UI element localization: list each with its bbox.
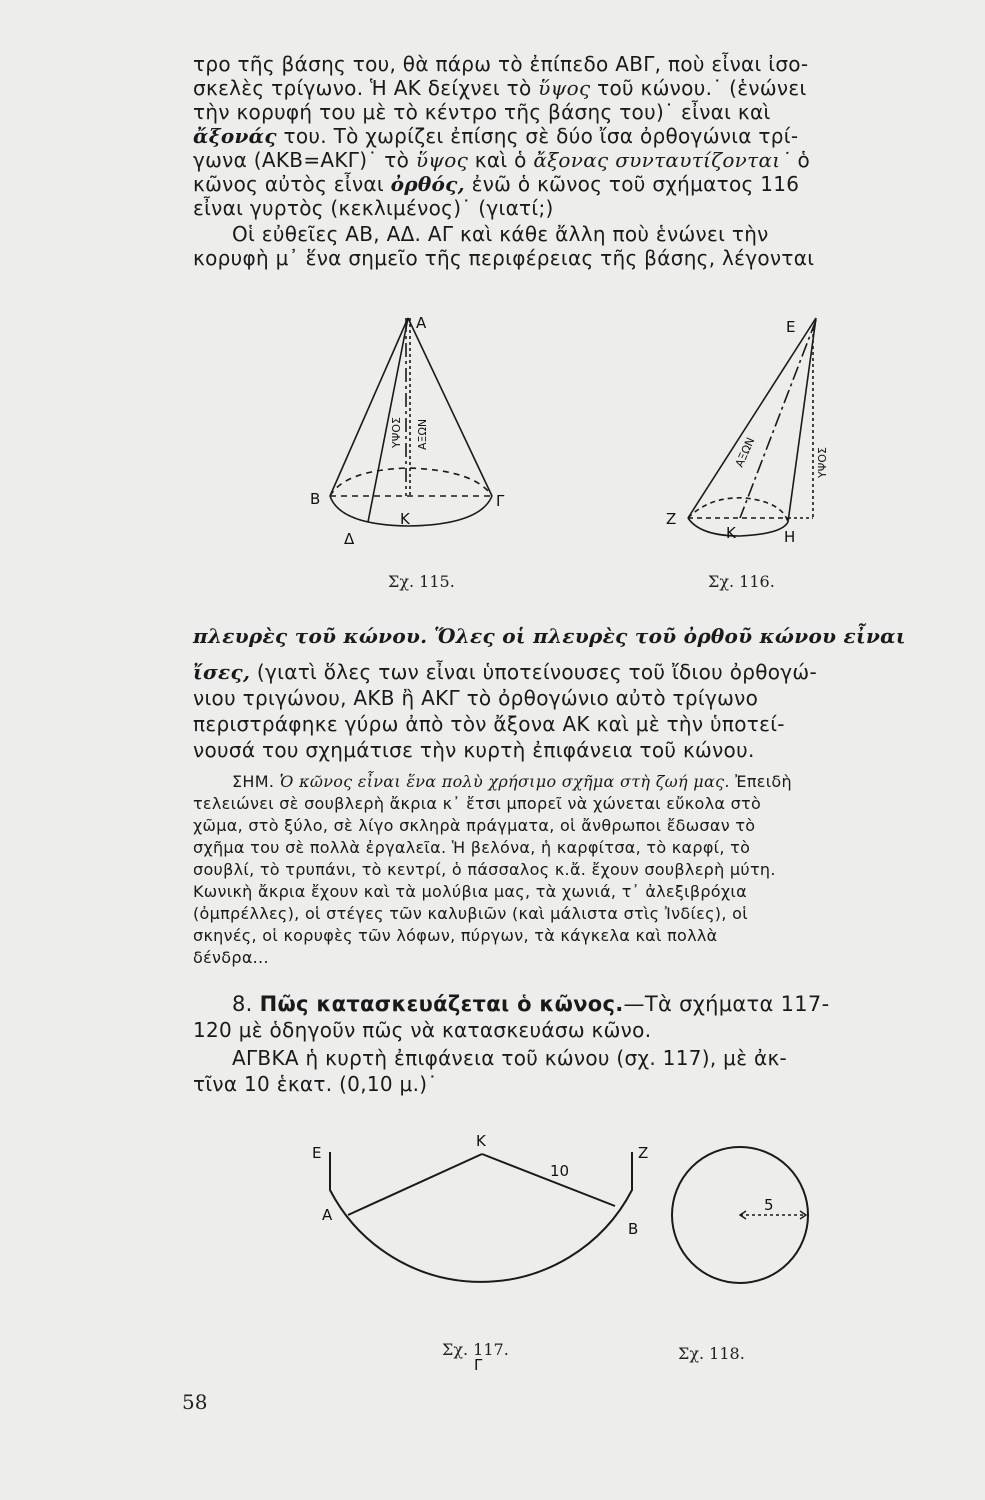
text-line: γωνα (ΑΚΒ=ΑΚΓ)˙ τὸ ὕψος καὶ ὁ ἄξονας συνταυτίζονται˙ ὁ bbox=[193, 148, 810, 172]
text-line: Οἱ εὐθεῖες ΑΒ, ΑΔ. ΑΓ καὶ κάθε ἄλλη ποὺ ἑνώνει τὴν bbox=[232, 222, 769, 246]
label-K: Κ bbox=[400, 510, 410, 528]
note-line: (ὀμπρέλλες), οἱ στέγες τῶν καλυβιῶν (καὶ μάλιστα στὶς Ἰνδίες), οἱ bbox=[193, 904, 748, 923]
caption-fig118: Σχ. 118. bbox=[678, 1344, 745, 1363]
radius-KB bbox=[482, 1154, 615, 1206]
label-height: ΥΨΟΣ bbox=[390, 417, 403, 448]
figure-118-circle bbox=[670, 1140, 820, 1290]
text-line: εἶναι γυρτὸς (κεκλιμένος)˙ (γιατί;) bbox=[193, 196, 554, 220]
label-H: Η bbox=[784, 528, 796, 546]
label-radius: 5 bbox=[764, 1196, 774, 1214]
text-line: σκελὲς τρίγωνο. Ἡ ΑΚ δείχνει τὸ ὕψος τοῦ κώνου.˙ (ἑνώνει bbox=[193, 76, 807, 100]
text-line: τρο τῆς βάσης του, θὰ πάρω τὸ ἐπίπεδο ΑΒΓ, ποὺ εἶναι ἰσο- bbox=[193, 52, 809, 76]
label-Z: Ζ bbox=[666, 510, 677, 528]
text-line: κῶνος αὐτὸς εἶναι ὀρθός, ἐνῶ ὁ κῶνος τοῦ σχήματος 116 bbox=[193, 172, 800, 196]
figure-116-oblique-cone bbox=[666, 318, 830, 548]
note-line: δένδρα... bbox=[193, 948, 269, 967]
label-A: Α bbox=[322, 1206, 333, 1224]
arc-ABG bbox=[330, 1152, 632, 1282]
page-number: 58 bbox=[182, 1390, 208, 1414]
label-E: Ε bbox=[786, 318, 796, 336]
cone-side-EH bbox=[788, 318, 816, 522]
label-B: Β bbox=[628, 1220, 639, 1238]
label-G: Γ bbox=[474, 1356, 483, 1374]
note-line: σχῆμα του σὲ πολλὰ ἐργαλεῖα. Ἡ βελόνα, ἡ καρφίτσα, τὸ καρφί, τὸ bbox=[193, 838, 751, 857]
base-front-arc bbox=[688, 518, 788, 536]
text-line: περιστράφηκε γύρω ἀπὸ τὸν ἄξονα ΑΚ καὶ μὲ τὴν ὑποτεί- bbox=[193, 712, 785, 736]
label-axis: ΑΞΩΝ bbox=[732, 435, 758, 470]
text-line: ΑΓΒΚΑ ἡ κυρτὴ ἐπιφάνεια τοῦ κώνου (σχ. 117), μὲ ἀκ- bbox=[232, 1046, 788, 1070]
label-height: ΥΨΟΣ bbox=[816, 447, 829, 478]
label-E: Ε bbox=[312, 1144, 322, 1162]
caption-fig117: Σχ. 117. bbox=[442, 1340, 509, 1359]
label-B: Β bbox=[310, 490, 321, 508]
text-line: 120 μὲ ὁδηγοῦν πῶς νὰ κατασκευάσω κῶνο. bbox=[193, 1018, 652, 1042]
text-line: ἴσες, (γιατὶ ὅλες των εἶναι ὑποτείνουσες τοῦ ἴδιου ὀρθογώ- bbox=[193, 660, 817, 684]
text-line: κορυφὴ μ᾽ ἕνα σημεῖο τῆς περιφέρειας τῆς βάσης, λέγονται bbox=[193, 246, 815, 270]
radius-KA bbox=[348, 1154, 482, 1215]
base-front-arc bbox=[330, 496, 492, 526]
label-A: Α bbox=[416, 314, 427, 332]
caption-fig116: Σχ. 116. bbox=[708, 572, 775, 591]
text-line: τῖνα 10 ἑκατ. (0,10 μ.)˙ bbox=[193, 1072, 438, 1096]
label-K: Κ bbox=[476, 1132, 486, 1150]
cone-side-AB bbox=[330, 318, 408, 496]
caption-fig115: Σχ. 115. bbox=[388, 572, 455, 591]
text-line: ἄξονάς του. Τὸ χωρίζει ἐπίσης σὲ δύο ἴσα ὀρθογώνια τρί- bbox=[193, 124, 799, 148]
label-K: Κ bbox=[726, 524, 736, 542]
label-G: Γ bbox=[496, 492, 505, 510]
base-back-arc bbox=[330, 468, 492, 496]
text-line: πλευρὲς τοῦ κώνου. Ὅλες οἱ πλευρὲς τοῦ ὀρθοῦ κώνου εἶναι bbox=[193, 624, 906, 648]
note-line: σκηνές, οἱ κορυφὲς τῶν λόφων, πύργων, τὰ κάγκελα καὶ πολλὰ bbox=[193, 926, 718, 945]
note-line: τελειώνει σὲ σουβλερὴ ἄκρια κ᾽ ἔτσι μπορεῖ νὰ χώνεται εὔκολα στὸ bbox=[193, 794, 762, 813]
label-radius: 10 bbox=[550, 1162, 570, 1180]
note-line: χῶμα, στὸ ξύλο, σὲ λίγο σκληρὰ πράγματα, οἱ ἄνθρωποι ἔδωσαν τὸ bbox=[193, 816, 756, 835]
text-line: νουσά του σχημάτισε τὴν κυρτὴ ἐπιφάνεια τοῦ κώνου. bbox=[193, 738, 755, 762]
section-heading: 8. Πῶς κατασκευάζεται ὁ κῶνος.—Τὰ σχήματα 117- bbox=[232, 992, 830, 1016]
note-line: Κωνικὴ ἄκρια ἔχουν καὶ τὰ μολύβια μας, τὰ χωνιά, τ᾽ ἀλεξιβρόχια bbox=[193, 882, 747, 901]
text-line: τὴν κορυφή του μὲ τὸ κέντρο τῆς βάσης του)˙ εἶναι καὶ bbox=[193, 100, 771, 124]
note-line: ΣΗΜ. Ὁ κῶνος εἶναι ἕνα πολὺ χρήσιμο σχῆμα στὴ ζωή μας. Ἐπειδὴ bbox=[232, 772, 792, 791]
label-D: Δ bbox=[344, 530, 355, 548]
cone-side-AG bbox=[408, 318, 492, 496]
note-line: σουβλί, τὸ τρυπάνι, τὸ κεντρί, ὁ πάσσαλος κ.ἄ. ἔχουν σουβλερὴ μύτη. bbox=[193, 860, 776, 879]
label-Z: Ζ bbox=[638, 1144, 649, 1162]
figure-115-right-cone bbox=[310, 300, 520, 560]
label-axis: ΑΞΩΝ bbox=[416, 418, 429, 450]
text-line: νιου τριγώνου, ΑΚΒ ἢ ΑΚΓ τὸ ὀρθογώνιο αὐτὸ τρίγωνο bbox=[193, 686, 759, 710]
